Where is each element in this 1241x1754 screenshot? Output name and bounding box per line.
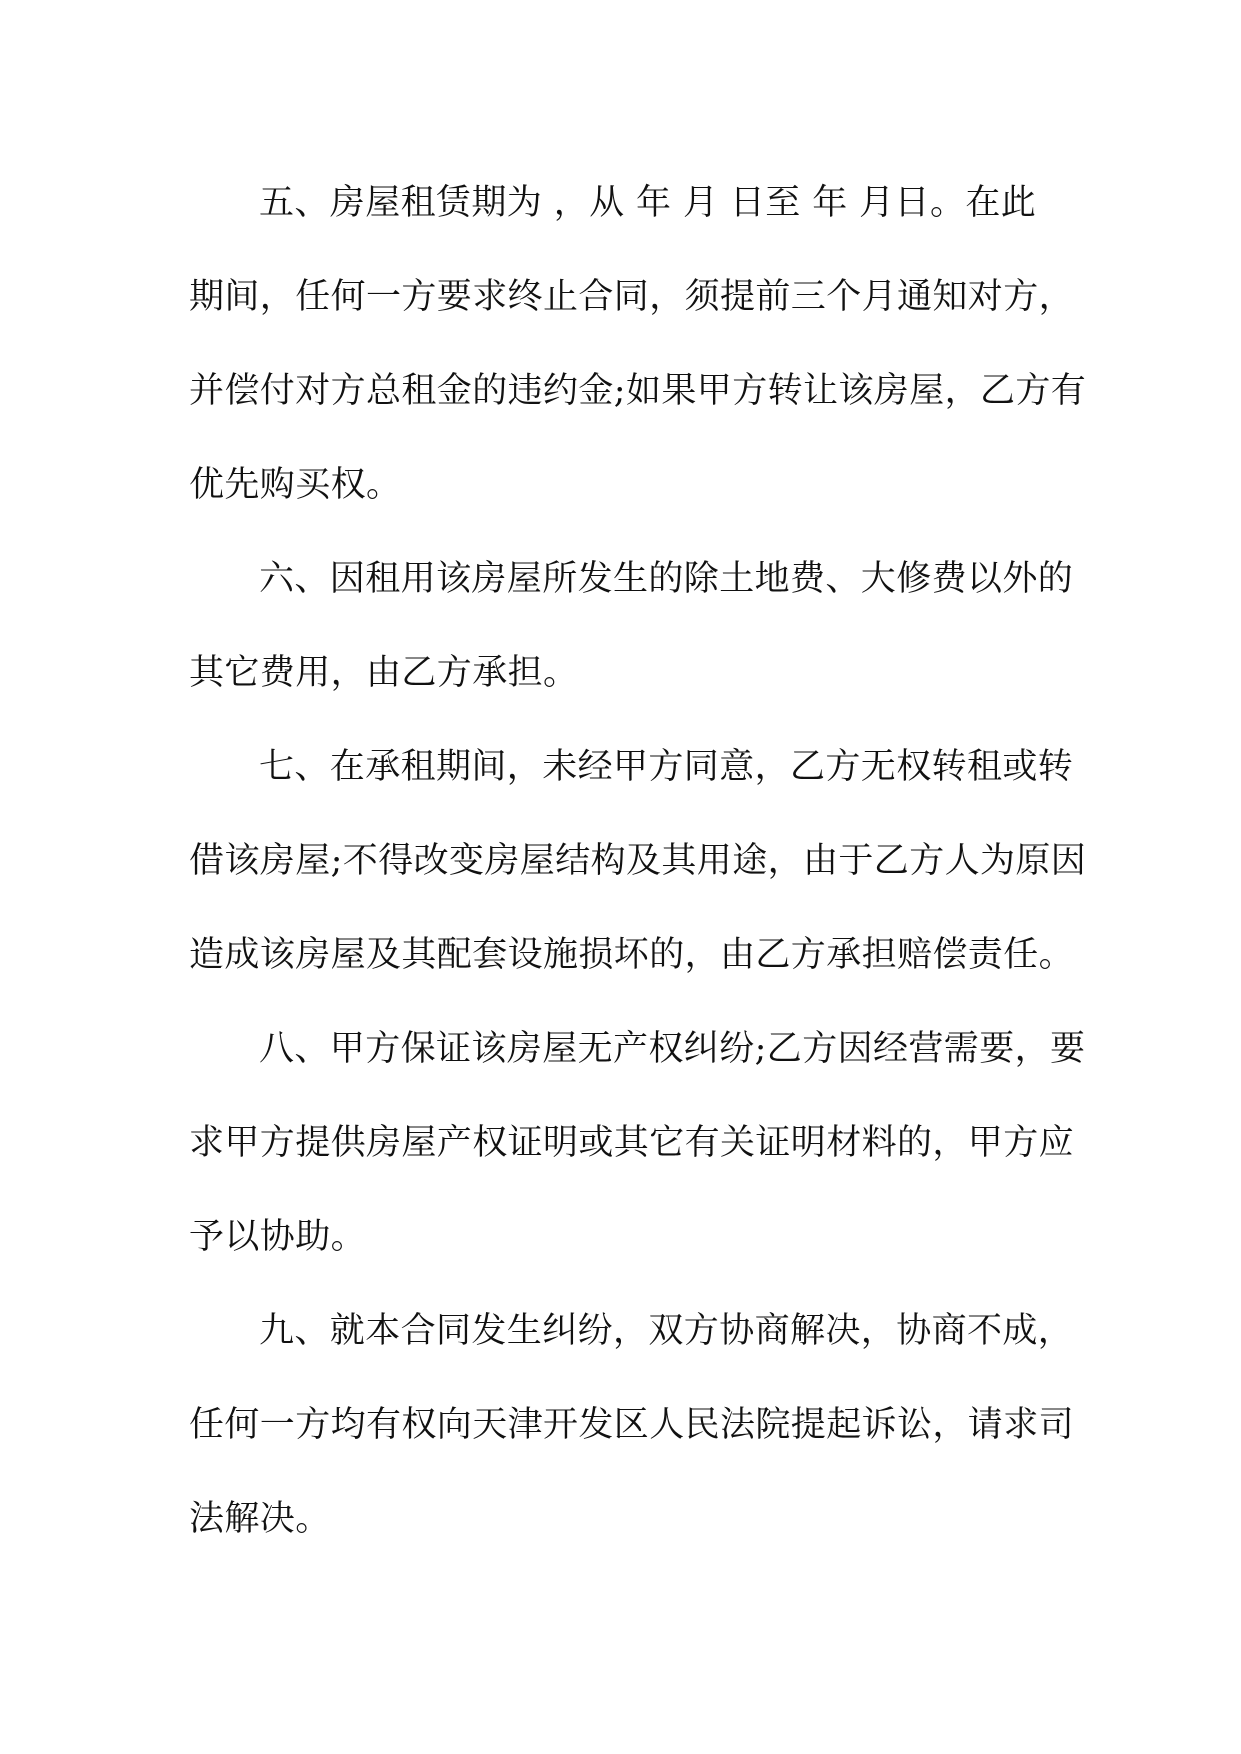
clause-five-line-2: 期间，任何一方要求终止合同，须提前三个月通知对方， (189, 277, 1075, 317)
clause-eight-line-1: 八、甲方保证该房屋无产权纠纷;乙方因经营需要，要 (259, 1029, 1086, 1069)
clause-seven-line-3: 造成该房屋及其配套设施损坏的，由乙方承担赔偿责任。 (189, 935, 1075, 975)
clause-nine-line-3: 法解决。 (189, 1499, 331, 1539)
clause-five-line-1: 五、房屋租赁期为 ，从 年 月 日至 年 月日。在此 (259, 183, 1037, 223)
clause-six-line-1: 六、因租用该房屋所发生的除土地费、大修费以外的 (259, 559, 1074, 599)
clause-five-line-3: 并偿付对方总租金的违约金;如果甲方转让该房屋，乙方有 (189, 371, 1087, 411)
clause-nine-line-1: 九、就本合同发生纠纷，双方协商解决，协商不成， (259, 1311, 1074, 1351)
clause-nine-line-2: 任何一方均有权向天津开发区人民法院提起诉讼，请求司 (189, 1405, 1075, 1445)
clause-six-line-2: 其它费用，由乙方承担。 (189, 653, 579, 693)
clause-eight-line-2: 求甲方提供房屋产权证明或其它有关证明材料的，甲方应 (189, 1123, 1075, 1163)
clause-eight-line-3: 予以协助。 (189, 1217, 367, 1257)
clause-five-line-4: 优先购买权。 (189, 465, 402, 505)
clause-seven-line-2: 借该房屋;不得改变房屋结构及其用途，由于乙方人为原因 (189, 841, 1087, 881)
clause-seven-line-1: 七、在承租期间，未经甲方同意，乙方无权转租或转 (259, 747, 1074, 787)
